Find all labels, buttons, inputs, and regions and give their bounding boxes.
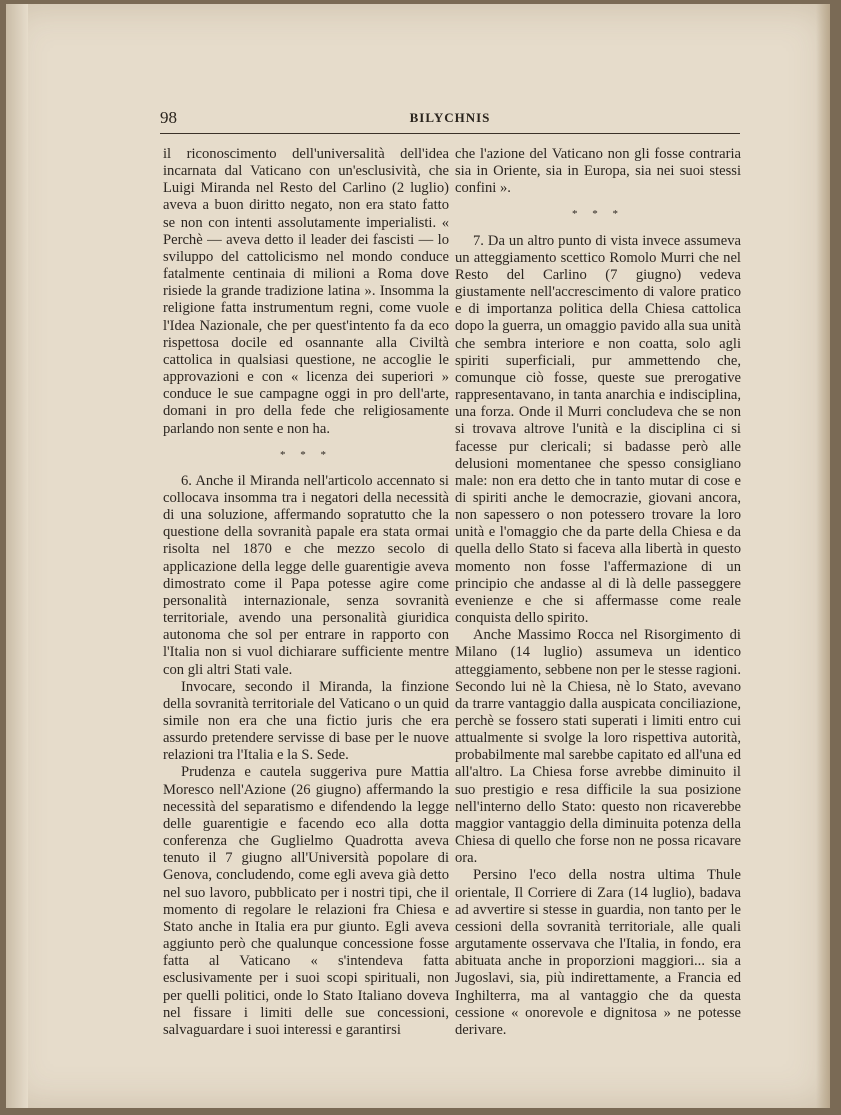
running-title: BILYCHNIS xyxy=(409,110,491,125)
right-column xyxy=(455,146,741,1039)
paragraph: 7. Da un altro punto di vista invece assumeva un atteggiamento scettico Romolo Murri che nel Resto del Carlino (7 giugno) vedeva giustamente nell'accrescimento di valore pratico e di importanza politica della Chiesa cattolica dopo la guerra, un omaggio pavido alla sua unità che sembra interiore e non coatta, solo agli spiriti superficiali, pur ammettendo che, comunque ciò fosse, queste sue prerogative rappresentavano, in tanta anarchia e indisciplina, una forza. Onde il Murri concludeva che se non si trovava altrove l'unità e la disciplina ci si facesse pur clericali; si badasse però alle delusioni momentanee che spesso consigliano male: non era detto che in tanto mutar di cose e di spiriti anche le democrazie, giovani ancora, non sapessero o non potessero trovare la loro unità e l'omaggio che da parte della Chiesa e da quella dello Stato si faceva alla libertà in questo momento non fosse l'affermazione di un principio che andasse al di là delle passeggere evenienze e che si affermasse come reale conquista dello spirito. xyxy=(455,232,741,627)
header-rule xyxy=(160,133,740,134)
section-separator: * * * xyxy=(280,448,332,461)
page-header xyxy=(160,108,740,132)
page-number: 98 xyxy=(160,108,177,127)
paragraph: Invocare, secondo il Miranda, la finzione della sovranità territoriale del Vaticano o un quid simile non era che una fictio juris che era assurdo pretendere servisse di base per le nuove relazioni tra l'Italia e la S. Sede. xyxy=(163,678,449,764)
section-separator: * * * xyxy=(572,208,624,221)
paragraph: Anche Massimo Rocca nel Risorgimento di Milano (14 luglio) assumeva un identico atteggiamento, sebbene non per le stesse ragioni. Secondo lui nè la Chiesa, nè lo Stato, avevano da trarre vantaggio dalla auspicata conciliazione, perchè se fossero stati superati i limiti entro cui attualmente si svolge la loro rispettiva autorità, probabilmente mal sarebbe capitato ed all'una ed all'altro. La Chiesa forse avrebbe diminuito il suo prestigio e resa difficile la sua posizione nell'interno dello Stato: questo non ricaverebbe maggior vantaggio della diminuita potenza della Chiesa di quello che forse non ne possa ricavare ora. xyxy=(455,627,741,867)
page-binding-shadow xyxy=(6,4,28,1108)
page-edge-shadow xyxy=(816,4,830,1108)
paragraph: 6. Anche il Miranda nell'articolo accennato si collocava insomma tra i negatori della necessità di una soluzione, affermando sopratutto che la questione della sovranità papale era stata ormai risolta nel 1870 e che mezzo secolo di applicazione della legge delle guarentigie aveva dimostrato come il Papa potesse agire come personalità internazionale, senza sovranità territoriale, avendo una personalità giuridica autonoma che sol per entrare in rapporto con l'Italia non si vuol dichiarare sufficiente mentre con gli altri Stati vale. xyxy=(163,472,449,678)
paragraph: che l'azione del Vaticano non gli fosse contraria sia in Oriente, sia in Europa, sia nei suoi stessi confini ». xyxy=(455,146,741,197)
paragraph: il riconoscimento dell'universalità dell'idea incarnata dal Vaticano con un'esclusività, che Luigi Miranda nel Resto del Carlino (2 luglio) aveva a buon diritto negato, non era stato fatto se non con intenti assolutamente imperialisti. « Perchè — aveva detto il leader dei fascisti — lo sviluppo del cattolicismo nel mondo conduce fatalmente centinaia di milioni a Roma dove risiede la grande tradizione latina ». Insomma la religione fatta instrumentum regni, come vuole l'Idea Nazionale, che per quest'intento fa da eco rispettosa docile ed osannante alla Civiltà cattolica in qualsiasi questione, ne accoglie le approvazioni e con « licenza dei superiori » conduce le sue campagne oggi in pro dell'arte, domani in pro della fede che religiosamente parlando non sente e non ha. xyxy=(163,146,449,437)
paragraph: Prudenza e cautela suggeriva pure Mattia Moresco nell'Azione (26 giugno) affermando la necessità del separatismo e difendendo la legge delle guarentigie e facendo eco alla dotta conferenza che Guglielmo Quadrotta aveva tenuto il 7 giugno all'Università popolare di Genova, concludendo, come egli aveva già detto nel suo lavoro, pubblicato per i nostri tipi, che il momento di regolare le relazioni fra Chiesa e Stato anche in Italia era pur giunto. Egli aveva aggiunto però che qualunque concessione fosse fatta al Vaticano « s'intendeva fatta esclusivamente per i suoi scopi spirituali, non per quelli politici, onde lo Stato Italiano doveva nel fissare i limiti delle sue concessioni, salvaguardare i suoi interessi e garantirsi xyxy=(163,764,449,1038)
paragraph: Persino l'eco della nostra ultima Thule orientale, Il Corriere di Zara (14 luglio), badava ad avvertire si stesse in guardia, non tanto per le cessioni della sovranità territoriale, alle quali argutamente osservava che l'Italia, in fondo, era abituata anche in proporzioni maggiori... sia a Jugoslavi, sia, più indirettamente, a Francia ed Inghilterra, ma al vantaggio che da questa cessione « onorevole e dignitosa » ne potesse derivare. xyxy=(455,867,741,1038)
left-column xyxy=(163,146,449,1039)
